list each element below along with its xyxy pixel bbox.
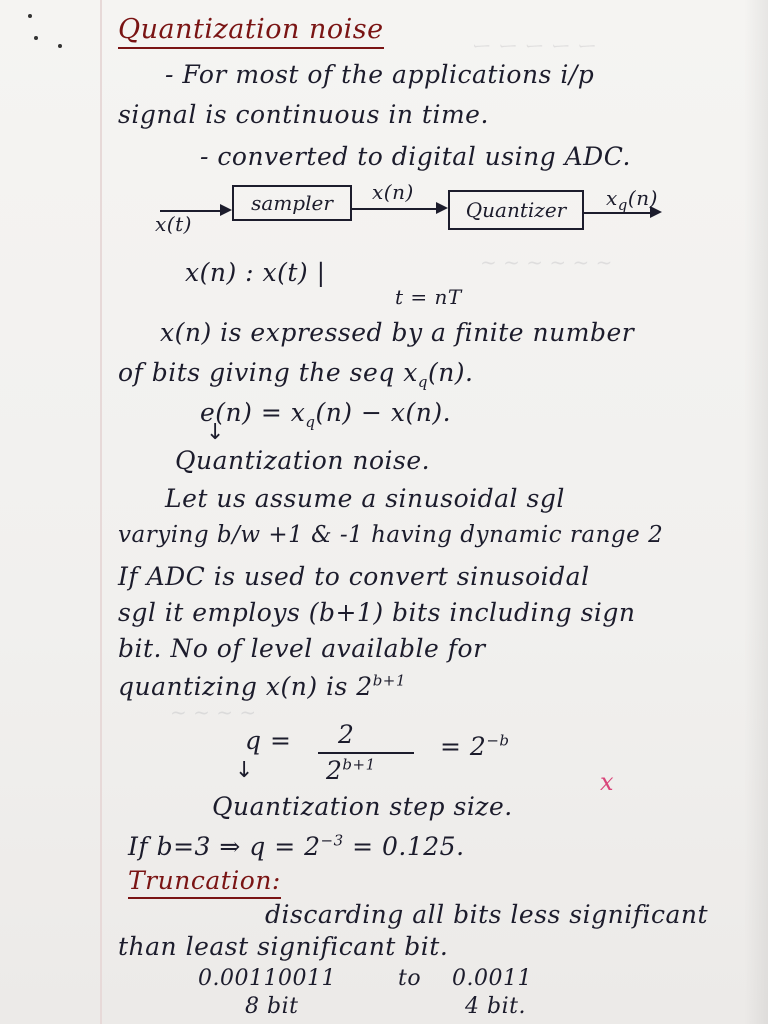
text-line: Quantization noise. bbox=[175, 446, 431, 475]
text-line: sgl it employs (b+1) bits including sign bbox=[118, 598, 636, 627]
text-span: = 0.125. bbox=[352, 832, 465, 861]
margin-line bbox=[100, 0, 102, 1024]
text-span: e(n) = x bbox=[200, 398, 306, 427]
input-arrow-head bbox=[220, 204, 232, 216]
sampling-condition: t = nT bbox=[395, 285, 462, 309]
example-equation bbox=[128, 832, 465, 861]
binder-dot bbox=[34, 36, 38, 40]
value-before: 0.00110011 bbox=[198, 966, 336, 991]
text-line: bit. No of level available for bbox=[118, 634, 486, 663]
output-subscript: q bbox=[617, 196, 628, 214]
value-after: 0.0011 bbox=[452, 966, 532, 991]
sampler-block bbox=[232, 185, 352, 221]
text-span: 2 bbox=[326, 756, 343, 785]
bits-after: 4 bit. bbox=[465, 994, 526, 1019]
text-span: of bits giving the seq bbox=[118, 358, 395, 387]
text-line: Let us assume a sinusoidal sgl bbox=[165, 484, 565, 513]
text-line: x(n) is expressed by a finite number bbox=[160, 318, 635, 347]
quantizer-label: Quantizer bbox=[465, 198, 567, 222]
output-symbol: x bbox=[606, 186, 618, 210]
text-line bbox=[118, 672, 406, 701]
quantizer-block bbox=[448, 190, 584, 230]
text-line: - converted to digital using ADC. bbox=[200, 142, 631, 171]
section-heading-truncation: Truncation: bbox=[128, 866, 281, 899]
diagram-output-label bbox=[606, 186, 658, 214]
text-line: - For most of the applications i/p bbox=[165, 60, 595, 89]
output-tail: (n) bbox=[627, 186, 658, 210]
down-arrow-icon: ↓ bbox=[235, 758, 254, 783]
binder-dot bbox=[58, 44, 62, 48]
text-line: than least significant bit. bbox=[118, 932, 449, 961]
bleed-through-text: ~ ~ ~ ~ bbox=[170, 700, 257, 724]
superscript: −b bbox=[486, 731, 510, 750]
text-line: varying b/w +1 & -1 having dynamic range 2 bbox=[118, 522, 664, 548]
superscript: b+1 bbox=[342, 755, 376, 774]
subscript: q bbox=[305, 413, 316, 431]
step-equation-numerator: 2 bbox=[338, 720, 355, 749]
input-arrow bbox=[160, 210, 226, 212]
sampler-label: sampler bbox=[251, 191, 333, 215]
error-equation bbox=[200, 398, 452, 431]
page-title: Quantization noise bbox=[118, 14, 384, 49]
diagram-mid-label: x(n) bbox=[372, 180, 414, 204]
subscript: q bbox=[417, 373, 428, 391]
sampling-equation: x(n) : x(t) | bbox=[185, 258, 326, 287]
bleed-through-text: ~ ~ ~ ~ ~ ~ bbox=[480, 250, 613, 274]
bleed-through-text: ー ー ー ー ー bbox=[470, 34, 596, 58]
text-span: = 2 bbox=[440, 732, 487, 761]
mid-arrow-head bbox=[436, 202, 448, 214]
text-span: quantizing x(n) is 2 bbox=[118, 672, 373, 701]
superscript: b+1 bbox=[372, 671, 406, 690]
binder-dot bbox=[28, 14, 32, 18]
pink-ink-mark: x bbox=[600, 768, 614, 796]
mid-arrow bbox=[352, 208, 440, 210]
step-equation-denominator bbox=[326, 756, 376, 785]
text-span: If b=3 ⇒ q = 2 bbox=[128, 832, 321, 861]
text-span: (n). bbox=[427, 358, 474, 387]
page-edge-shadow bbox=[744, 0, 768, 1024]
text-span: (n) − x(n). bbox=[315, 398, 452, 427]
step-equation-rhs bbox=[440, 732, 509, 761]
text-span: x bbox=[403, 358, 418, 387]
text-line: If ADC is used to convert sinusoidal bbox=[118, 562, 590, 591]
text-line: signal is continuous in time. bbox=[118, 100, 489, 129]
bits-before: 8 bit bbox=[245, 994, 299, 1019]
step-equation-lhs: q = bbox=[245, 726, 292, 755]
value-to: to bbox=[398, 966, 422, 991]
text-line bbox=[118, 358, 474, 391]
text-line: Quantization step size. bbox=[212, 792, 513, 821]
fraction-bar bbox=[318, 752, 414, 754]
diagram-input-label: x(t) bbox=[155, 212, 192, 236]
down-arrow-icon: ↓ bbox=[206, 420, 225, 445]
superscript: −3 bbox=[320, 831, 344, 850]
text-line: discarding all bits less significant bbox=[265, 900, 709, 929]
